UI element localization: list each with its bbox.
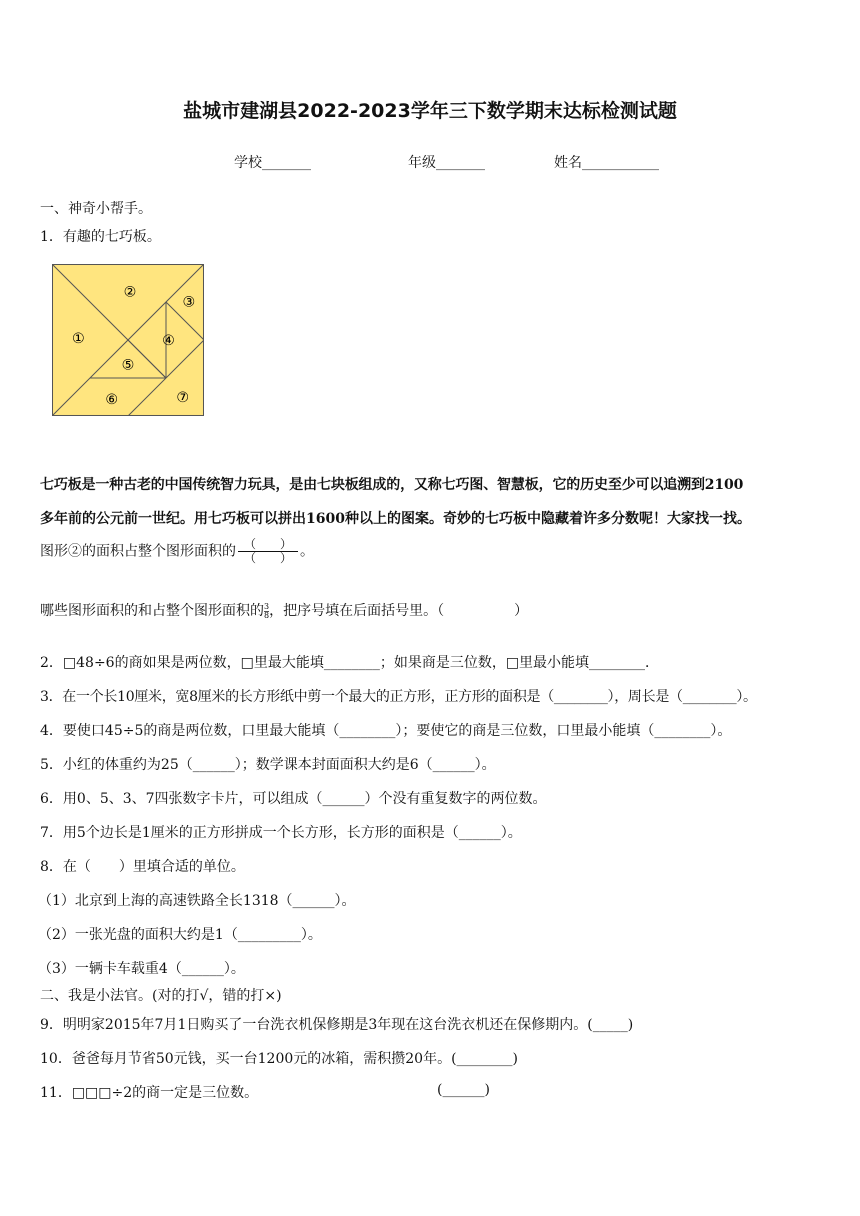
tangram-label-7: ⑦ [176, 389, 190, 406]
question-11: 11．□□□÷2的商一定是三位数。 [40, 1085, 259, 1101]
question-2: 2．□48÷6的商如果是两位数，□里最大能填________；如果商是三位数，□里最小能填________． [40, 655, 660, 671]
question-1-text-line-1: 七巧板是一种古老的中国传统智力玩具，是由七块板组成的，又称七巧图、智慧板，它的历史至少可以追溯到2100 [40, 477, 744, 493]
question-3: 3．在一个长10厘米，宽8厘米的长方形纸中剪一个最大的正方形，正方形的面积是（________），周长是（________）。 [40, 689, 757, 705]
area-fraction-blank [238, 538, 298, 565]
small-fraction-denominator: 8 [264, 610, 270, 620]
question-8-part-1: （1）北京到上海的高速铁路全长1318（______）。 [38, 893, 356, 909]
tangram-label-4: ④ [162, 333, 175, 350]
question-1-sum-prefix: 哪些图形面积的和占整个图形面积的 [40, 603, 264, 619]
question-8-part-2: （2）一张光盘的面积大约是1（_________）。 [38, 927, 322, 943]
question-4: 4．要使口45÷5的商是两位数，口里最大能填（________）；要使它的商是三位数，口里最小能填（________）。 [40, 723, 732, 739]
fraction-denominator-blank: （ ） [244, 551, 293, 565]
question-1-area-suffix: 。 [300, 543, 315, 560]
tangram-label-2: ② [123, 284, 137, 301]
grade-field: 年级_______ [408, 155, 485, 171]
tangram-figure [52, 264, 204, 416]
question-1-area-line [40, 538, 314, 565]
question-6: 6．用0、5、3、7四张数字卡片，可以组成（______）个没有重复数字的两位数。 [40, 791, 547, 807]
name-field: 姓名___________ [554, 155, 659, 171]
question-1-sum-line [40, 600, 528, 620]
question-1-text-line-2: 多年前的公元前一世纪。用七巧板可以拼出1600种以上的图案。奇妙的七巧板中隐藏着许多分数呢！大家找一找。 [40, 511, 751, 527]
question-1-sum-suffix: ，把序号填在后面括号里。（ ） [269, 603, 529, 619]
small-fraction-numerator: 3 [264, 601, 270, 611]
section-2-heading: 二、我是小法官。(对的打√，错的打×) [40, 988, 282, 1004]
tangram-label-5: ⑤ [121, 357, 135, 374]
question-8-part-3: （3）一辆卡车载重4（______）。 [38, 961, 245, 977]
school-field: 学校_______ [234, 155, 311, 171]
question-1-title: 1．有趣的七巧板。 [40, 229, 161, 245]
question-9: 9．明明家2015年7月1日购买了一台洗衣机保修期是3年现在这台洗衣机还在保修期内。(_____) [40, 1017, 634, 1033]
fraction-numerator-blank: （ ） [238, 538, 298, 552]
tangram-label-6: ⑥ [105, 391, 119, 408]
question-5: 5．小红的体重约为25（______）；数学课本封面面积大约是6（______）。 [40, 757, 496, 773]
question-8: 8．在（ ）里填合适的单位。 [40, 859, 245, 875]
section-1-heading: 一、神奇小帮手。 [40, 201, 152, 217]
question-10: 10．爸爸每月节省50元钱，买一台1200元的冰箱，需积攒20年。(________) [40, 1051, 518, 1067]
tangram-label-1: ① [71, 331, 85, 348]
question-7: 7．用5个边长是1厘米的正方形拼成一个长方形，长方形的面积是（______）。 [40, 825, 522, 841]
question-11-answer-blank: (______) [437, 1082, 490, 1098]
question-1-area-prefix: 图形②的面积占整个图形面积的 [40, 543, 236, 560]
page-title: 盐城市建湖县2022-2023学年三下数学期末达标检测试题 [183, 100, 677, 122]
tangram-label-3: ③ [182, 294, 196, 311]
